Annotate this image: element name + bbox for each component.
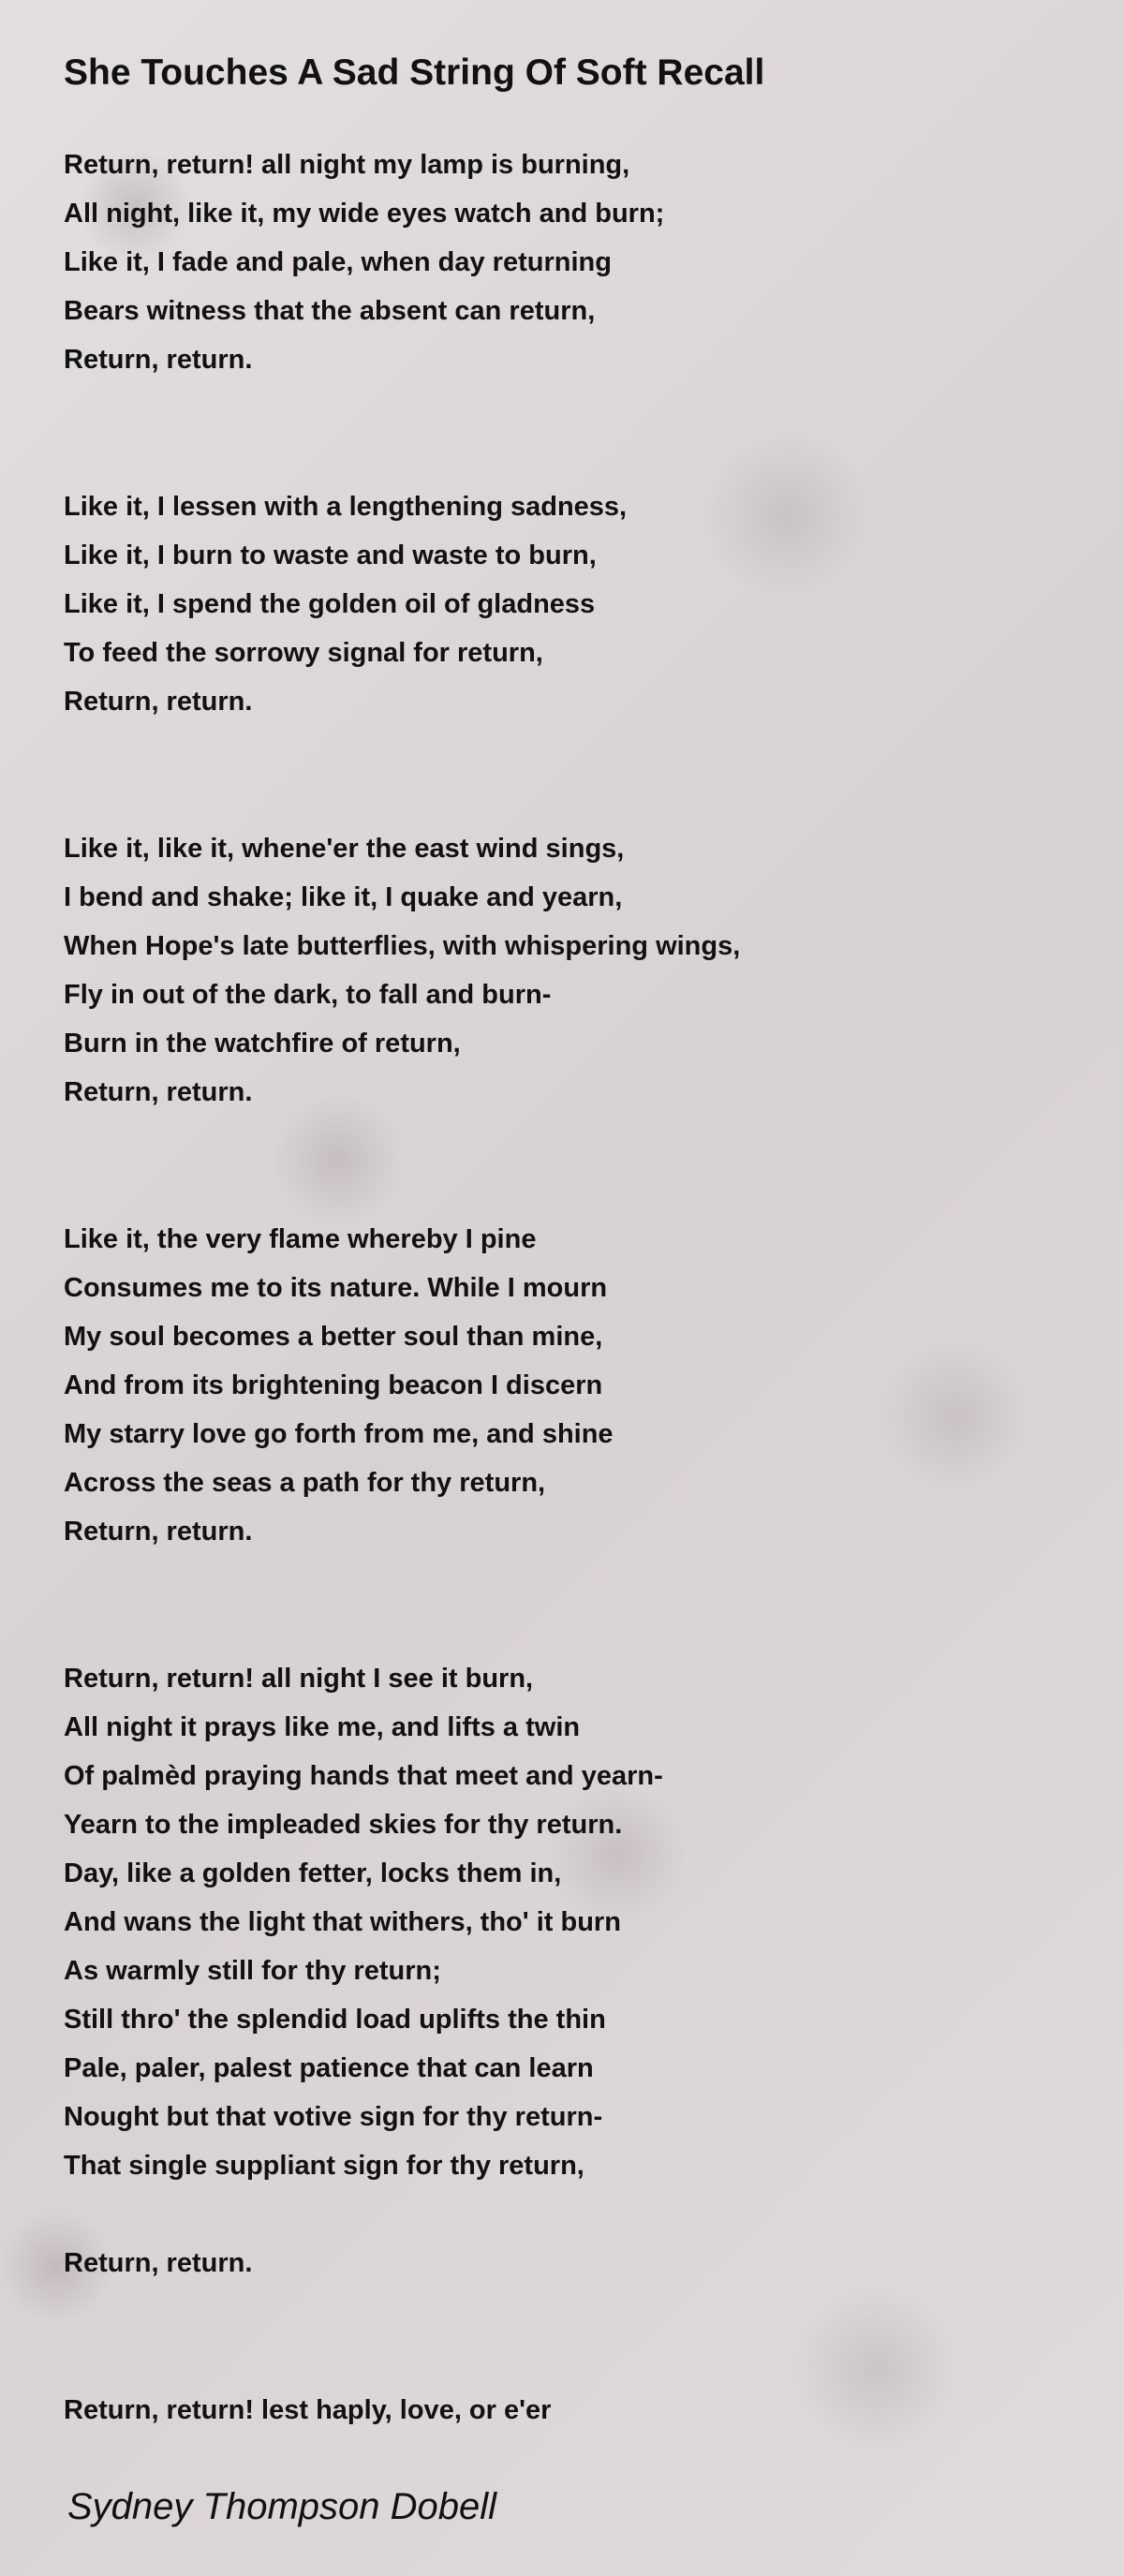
poem-line: Consumes me to its nature. While I mourn [64, 1273, 608, 1303]
poem-line: Return, return! all night I see it burn, [64, 1664, 534, 1694]
poem-line: When Hope's late butterflies, with whispering wings, [64, 931, 741, 961]
poem-line: To feed the sorrowy signal for return, [64, 638, 543, 668]
stanza-6 [64, 2239, 1094, 2287]
poem-line: My soul becomes a better soul than mine, [64, 1322, 603, 1352]
poem-line: Return, return. [64, 345, 253, 375]
stanza-3 [64, 824, 1094, 1117]
poem-line: Fly in out of the dark, to fall and burn- [64, 980, 552, 1010]
poem-title: She Touches A Sad String Of Soft Recall [64, 52, 765, 93]
stanza-5 [64, 1654, 1094, 2190]
poem-line: As warmly still for thy return; [64, 1956, 441, 1986]
poem-line: All night it prays like me, and lifts a twin [64, 1712, 581, 1742]
poem-line: Pale, paler, palest patience that can learn [64, 2053, 594, 2083]
poem-line: Return, return! all night my lamp is burning, [64, 150, 630, 180]
poem-line: Like it, I fade and pale, when day returning [64, 247, 612, 277]
poem-line: Nought but that votive sign for thy return- [64, 2102, 603, 2132]
poem-line: Like it, I spend the golden oil of gladness [64, 589, 596, 619]
poem-line: Return, return. [64, 2248, 253, 2278]
poem-line: And from its brightening beacon I discern [64, 1370, 603, 1400]
poem-line: Burn in the watchfire of return, [64, 1029, 461, 1059]
poem-line: Like it, I burn to waste and waste to burn, [64, 540, 597, 570]
poem-body [64, 141, 1094, 2533]
poem-line: Yearn to the impleaded skies for thy return. [64, 1810, 623, 1840]
poem-line: Return, return. [64, 687, 253, 717]
poem-line: Across the seas a path for thy return, [64, 1468, 546, 1498]
poem-line: My starry love go forth from me, and shine [64, 1419, 614, 1449]
poem-line: Of palmèd praying hands that meet and yearn- [64, 1761, 663, 1791]
poem-line: Like it, I lessen with a lengthening sadness, [64, 492, 628, 522]
stanza-4 [64, 1215, 1094, 1556]
stanza-1 [64, 141, 1094, 384]
stanza-7 [64, 2386, 1094, 2435]
poem-line: All night, like it, my wide eyes watch and burn; [64, 199, 665, 229]
poem-line: That single suppliant sign for thy return, [64, 2151, 584, 2181]
poem-line: Return, return! lest haply, love, or e'er [64, 2395, 552, 2425]
poem-line: Like it, the very flame whereby I pine [64, 1224, 537, 1254]
poem-line: Bears witness that the absent can return, [64, 296, 596, 326]
stanza-2 [64, 482, 1094, 726]
poem-line: Like it, like it, whene'er the east wind sings, [64, 834, 625, 864]
poem-author: Sydney Thompson Dobell [67, 2486, 497, 2527]
poem-line: Return, return. [64, 1077, 253, 1107]
poem-line: Still thro' the splendid load uplifts the thin [64, 2005, 606, 2035]
poem-line: I bend and shake; like it, I quake and yearn, [64, 882, 623, 912]
poem-line: And wans the light that withers, tho' it burn [64, 1907, 621, 1937]
poem-line: Return, return. [64, 1517, 253, 1547]
poem-line: Day, like a golden fetter, locks them in, [64, 1858, 562, 1888]
